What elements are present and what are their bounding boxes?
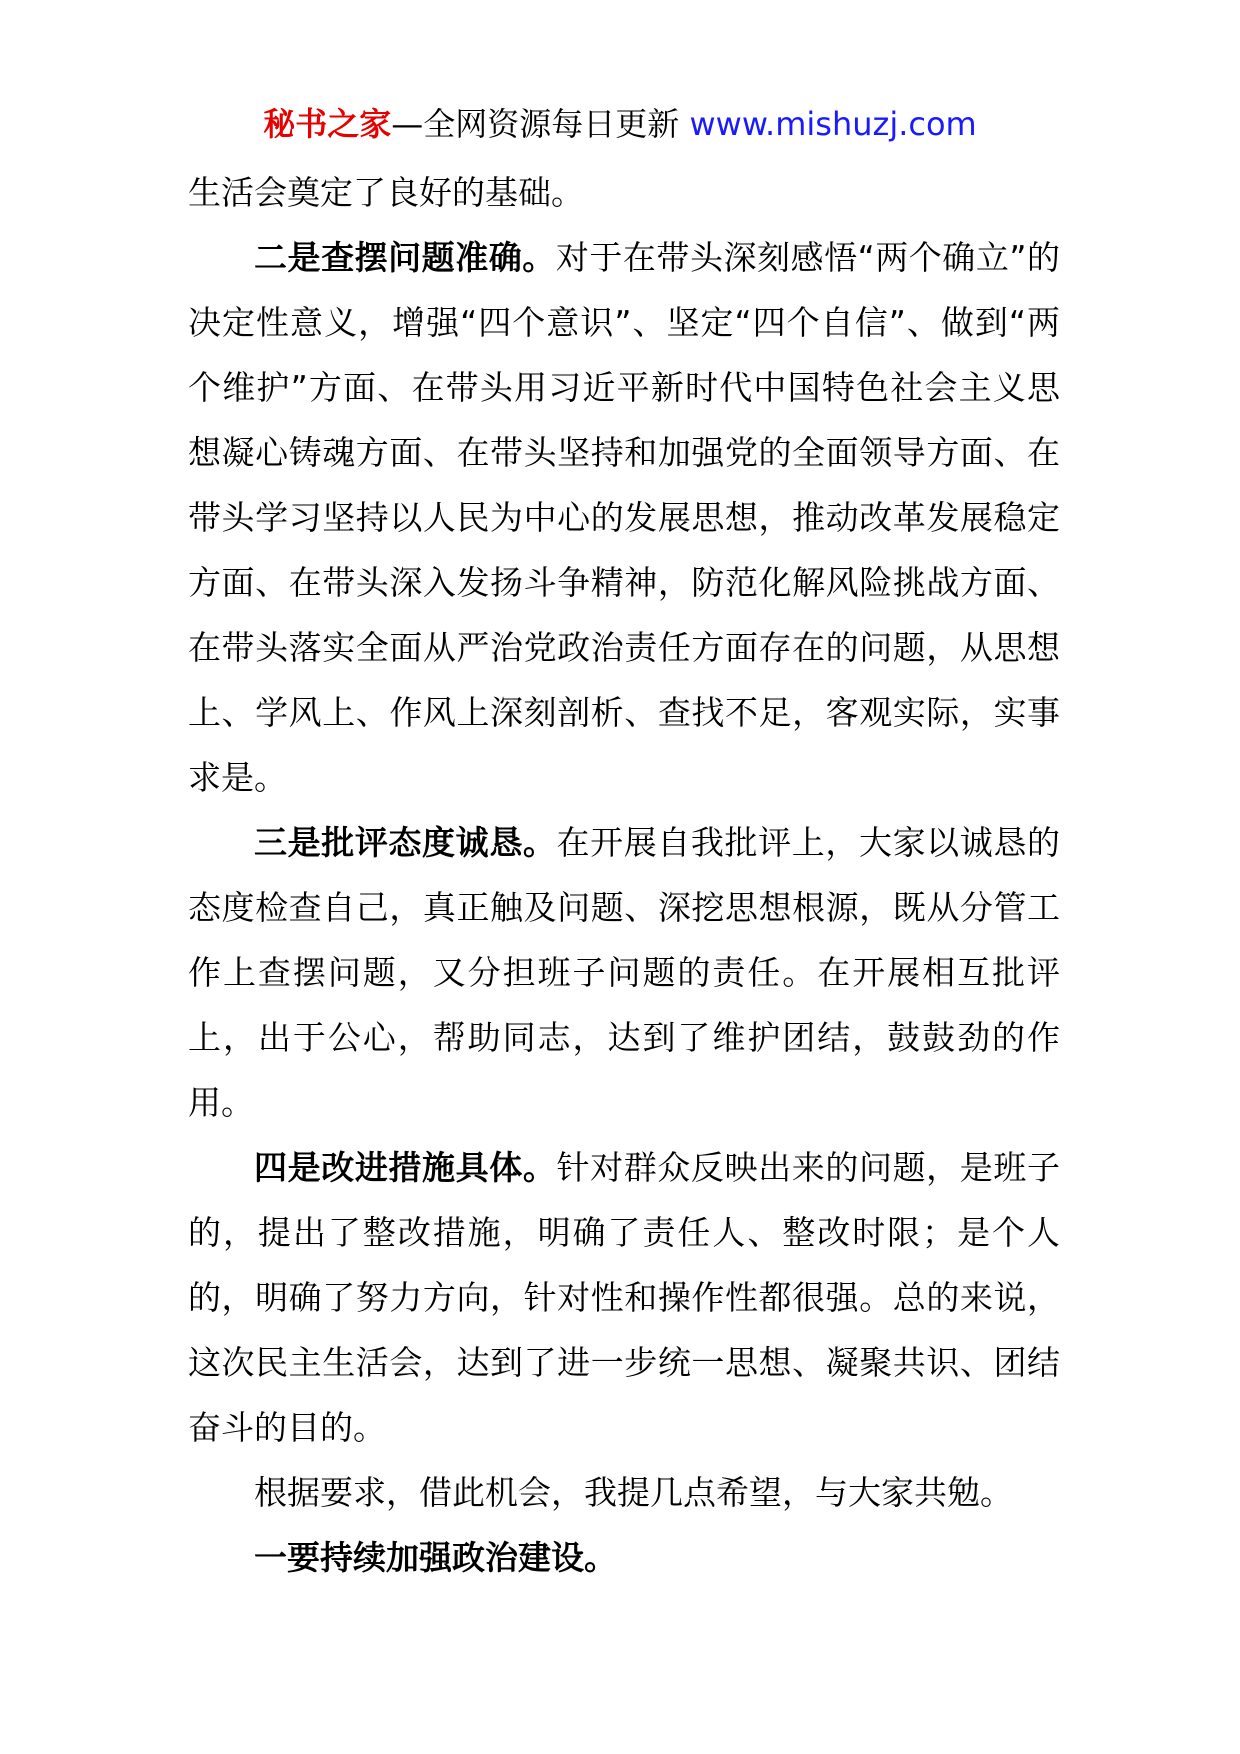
paragraph-text: 生活会奠定了良好的基础。 [188,173,584,212]
page-header [0,102,1240,146]
paragraph-heading: 四是改进措施具体。 [254,1148,557,1187]
document-body [188,160,1060,1590]
paragraph-text: 针对群众反映出来的问题，是班子的，提出了整改措施，明确了责任人、整改时限；是个人的，明确了努力方向，针对性和操作性都很强。总的来说，这次民主生活会，达到了进一步统一思想、凝聚共识、团结奋斗的目的。 [188,1148,1061,1447]
paragraph-heading: 三是批评态度诚恳。 [254,823,557,862]
site-tagline: —全网资源每日更新 [391,105,680,143]
paragraph-heading: 二是查摆问题准确。 [254,238,556,277]
paragraph-point-two [188,225,1060,810]
paragraph-text: 在开展自我批评上，大家以诚恳的态度检查自己，真正触及问题、深挖思想根源，既从分管工作上查摆问题，又分担班子问题的责任。在开展相互批评上，出于公心，帮助同志，达到了维护团结，鼓鼓劲的作用。 [188,823,1061,1122]
paragraph-continuation [188,160,1060,225]
paragraph-point-four [188,1135,1060,1460]
paragraph-section-heading [188,1525,1060,1590]
paragraph-hopes-intro [188,1460,1060,1525]
paragraph-text: 对于在带头深刻感悟“两个确立”的决定性意义，增强“四个意识”、坚定“四个自信”、做到“两个维护”方面、在带头用习近平新时代中国特色社会主义思想凝心铸魂方面、在带头坚持和加强党的全面领导方面、在带头学习坚持以人民为中心的发展思想，推动改革发展稳定方面、在带头深入发扬斗争精神，防范化解风险挑战方面、在带头落实全面从严治党政治责任方面存在的问题，从思想上、学风上、作风上深刻剖析、查找不足，客观实际，实事求是。 [188,238,1061,797]
paragraph-heading: 一要持续加强政治建设。 [254,1538,617,1577]
site-brand: 秘书之家 [263,105,392,143]
paragraph-text: 根据要求，借此机会，我提几点希望，与大家共勉。 [254,1473,1013,1512]
paragraph-point-three [188,810,1060,1135]
site-url-link[interactable]: www.mishuzj.com [689,105,977,143]
